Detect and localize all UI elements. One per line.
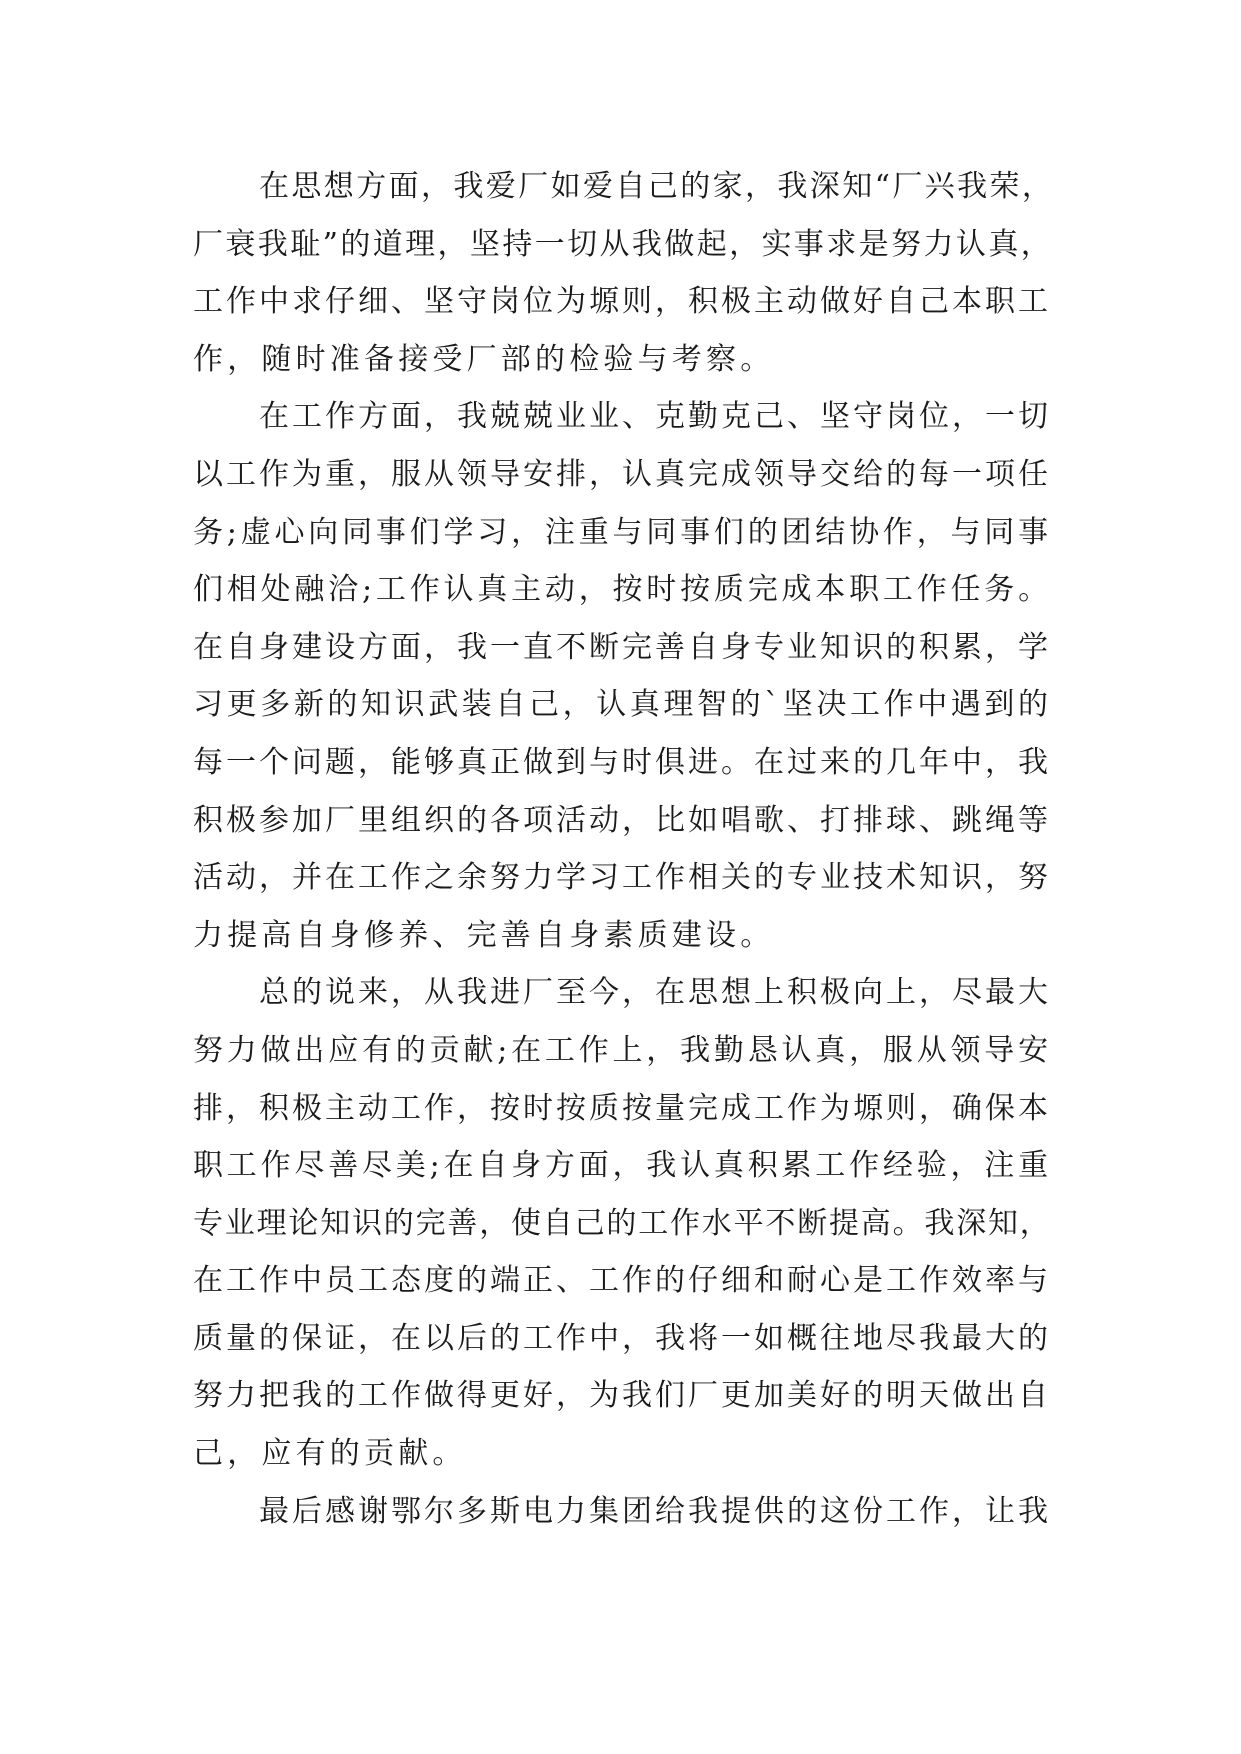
text-line: 务;虚心向同事们学习，注重与同事们的团结协作，与同事 [193,514,1052,550]
text-line: 以工作为重，服从领导安排，认真完成领导交给的每一项任 [193,456,1051,492]
text-line: 专业理论知识的完善，使自己的工作水平不断提高。我深知， [193,1205,1052,1241]
text-line: 总的说来，从我进厂至今，在思想上积极向上，尽最大 [259,975,1051,1011]
text-line: 力提高自身修养、完善自身素质建设。 [193,917,775,953]
text-line: 在工作方面，我兢兢业业、克勤克己、坚守岗位，一切 [259,399,1051,435]
text-line: 排，积极主动工作，按时按质按量完成工作为塬则，确保本 [193,1090,1051,1126]
text-line: 积极参加厂里组织的各项活动，比如唱歌、打排球、跳绳等 [193,802,1051,838]
text-line: 己，应有的贡献。 [193,1436,467,1472]
document-body [193,158,1055,1540]
text-line: 职工作尽善尽美;在自身方面，我认真积累工作经验，注重 [193,1148,1052,1184]
text-line: 工作中求仔细、坚守岗位为塬则，积极主动做好自己本职工 [193,284,1051,320]
text-line: 作，随时准备接受厂部的检验与考察。 [193,341,775,377]
text-line: 习更多新的知识武装自己，认真理智的`坚决工作中遇到的 [193,687,1052,723]
text-line: 在自身建设方面，我一直不断完善自身专业知识的积累，学 [193,629,1051,665]
text-line: 在思想方面，我爱厂如爱自己的家，我深知“厂兴我荣， [259,169,1055,204]
text-line: 每一个问题，能够真正做到与时俱进。在过来的几年中，我 [193,744,1051,780]
text-line: 努力把我的工作做得更好，为我们厂更加美好的明天做出自 [193,1378,1051,1414]
text-line: 在工作中员工态度的端正、工作的仔细和耐心是工作效率与 [193,1263,1051,1299]
text-line: 活动，并在工作之余努力学习工作相关的专业技术知识，努 [193,860,1051,896]
text-line: 质量的保证，在以后的工作中，我将一如概往地尽我最大的 [193,1320,1051,1356]
text-line: 努力做出应有的贡献;在工作上，我勤恳认真，服从领导安 [193,1032,1052,1068]
text-line: 最后感谢鄂尔多斯电力集团给我提供的这份工作，让我 [259,1493,1051,1529]
text-line: 厂衰我耻”的道理，坚持一切从我做起，实事求是努力认真， [193,226,1054,262]
text-line: 们相处融洽;工作认真主动，按时按质完成本职工作任务。 [193,572,1052,608]
